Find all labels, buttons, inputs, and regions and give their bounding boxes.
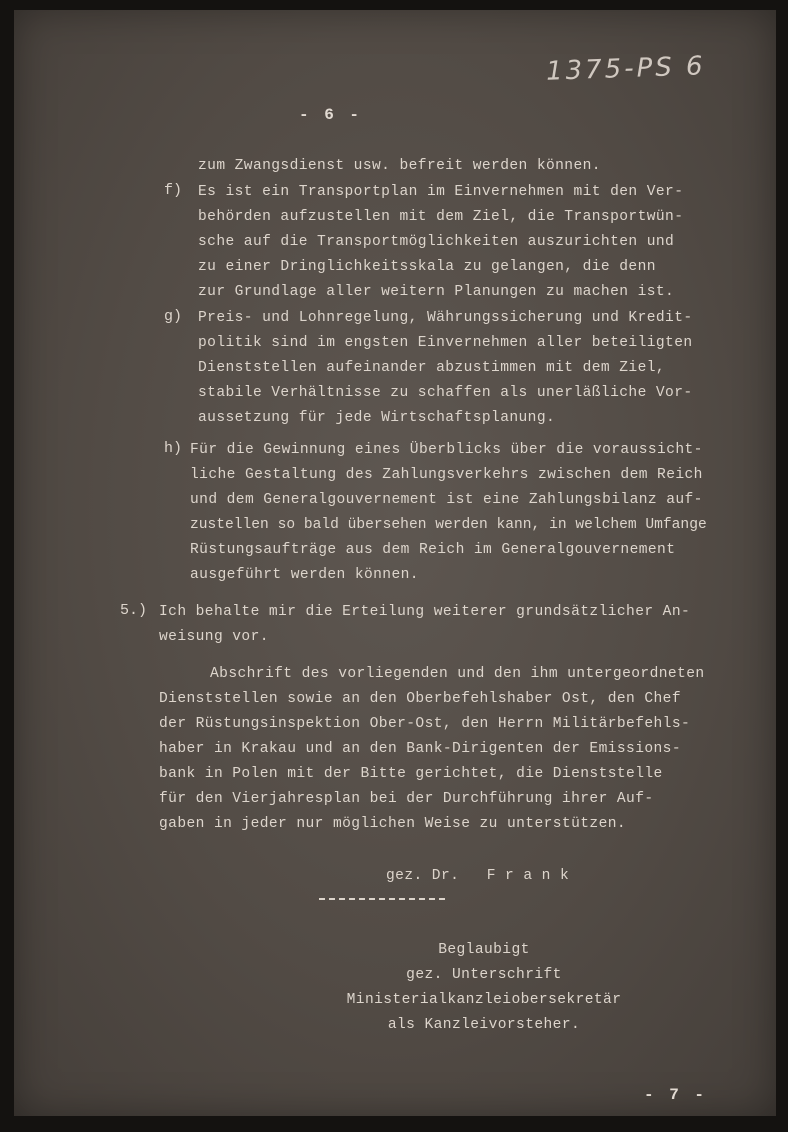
item-line: zu einer Dringlichkeitsskala zu gelangen, die denn [198, 259, 656, 275]
certification-line: gez. Unterschrift [406, 967, 562, 983]
certification-line: Ministerialkanzleiobersekretär [346, 992, 622, 1008]
item-line: sche auf die Transportmöglichkeiten auszurichten und [198, 234, 675, 250]
item-marker: 5.) [120, 602, 148, 619]
paragraph-line: der Rüstungsinspektion Ober-Ost, den Herrn Militärbefehls- [159, 716, 691, 732]
item-line: Preis- und Lohnregelung, Währungssicherung und Kredit- [198, 310, 693, 326]
item-line: Dienststellen aufeinander abzustimmen mit dem Ziel, [198, 360, 666, 376]
paragraph-line: für den Vierjahresplan bei der Durchführung ihrer Auf- [159, 791, 654, 807]
certification-line: als Kanzleivorsteher. [387, 1017, 581, 1033]
continuation-line: zum Zwangsdienst usw. befreit werden können. [198, 158, 601, 174]
page-number-top: - 6 - [299, 106, 363, 124]
item-marker: h) [164, 440, 183, 457]
paragraph-line: Abschrift des vorliegenden und den ihm untergeordneten [210, 666, 705, 682]
item-line: und dem Generalgouvernement ist eine Zahlungsbilanz auf- [190, 492, 703, 508]
item-line: stabile Verhältnisse zu schaffen als unerläßliche Vor- [198, 385, 693, 401]
paragraph-line: gaben in jeder nur möglichen Weise zu unterstützen. [159, 816, 627, 832]
item-marker: f) [164, 182, 183, 199]
certification-line: Beglaubigt [438, 942, 530, 958]
item-line: behörden aufzustellen mit dem Ziel, die Transportwün- [198, 209, 684, 225]
item-line: aussetzung für jede Wirtschaftsplanung. [198, 410, 556, 426]
signature-rule [319, 898, 445, 900]
paragraph-line: bank in Polen mit der Bitte gerichtet, die Dienststelle [159, 766, 663, 782]
item-line: weisung vor. [159, 629, 269, 645]
paragraph-line: haber in Krakau und an den Bank-Dirigenten der Emissions- [159, 741, 681, 757]
handwritten-reference: 1375-PS 6 [545, 51, 707, 87]
item-line: zustellen so bald übersehen werden kann, in welchem Umfange [190, 517, 707, 533]
item-line: Für die Gewinnung eines Überblicks über die voraussicht- [190, 442, 703, 458]
document-page [14, 10, 776, 1116]
item-line: Ich behalte mir die Erteilung weiterer grundsätzlicher An- [159, 604, 691, 620]
item-marker: g) [164, 308, 183, 325]
item-line: ausgeführt werden können. [190, 567, 419, 583]
item-line: Es ist ein Transportplan im Einvernehmen mit den Ver- [198, 184, 684, 200]
page-number-bottom: - 7 - [644, 1086, 708, 1104]
item-line: liche Gestaltung des Zahlungsverkehrs zwischen dem Reich [190, 467, 703, 483]
item-line: Rüstungsaufträge aus dem Reich im Generalgouvernement [190, 542, 676, 558]
item-line: politik sind im engsten Einvernehmen aller beteiligten [198, 335, 693, 351]
item-line: zur Grundlage aller weitern Planungen zu machen ist. [198, 284, 675, 300]
signature-line: gez. Dr. F r a n k [386, 868, 570, 884]
paragraph-line: Dienststellen sowie an den Oberbefehlshaber Ost, den Chef [159, 691, 681, 707]
